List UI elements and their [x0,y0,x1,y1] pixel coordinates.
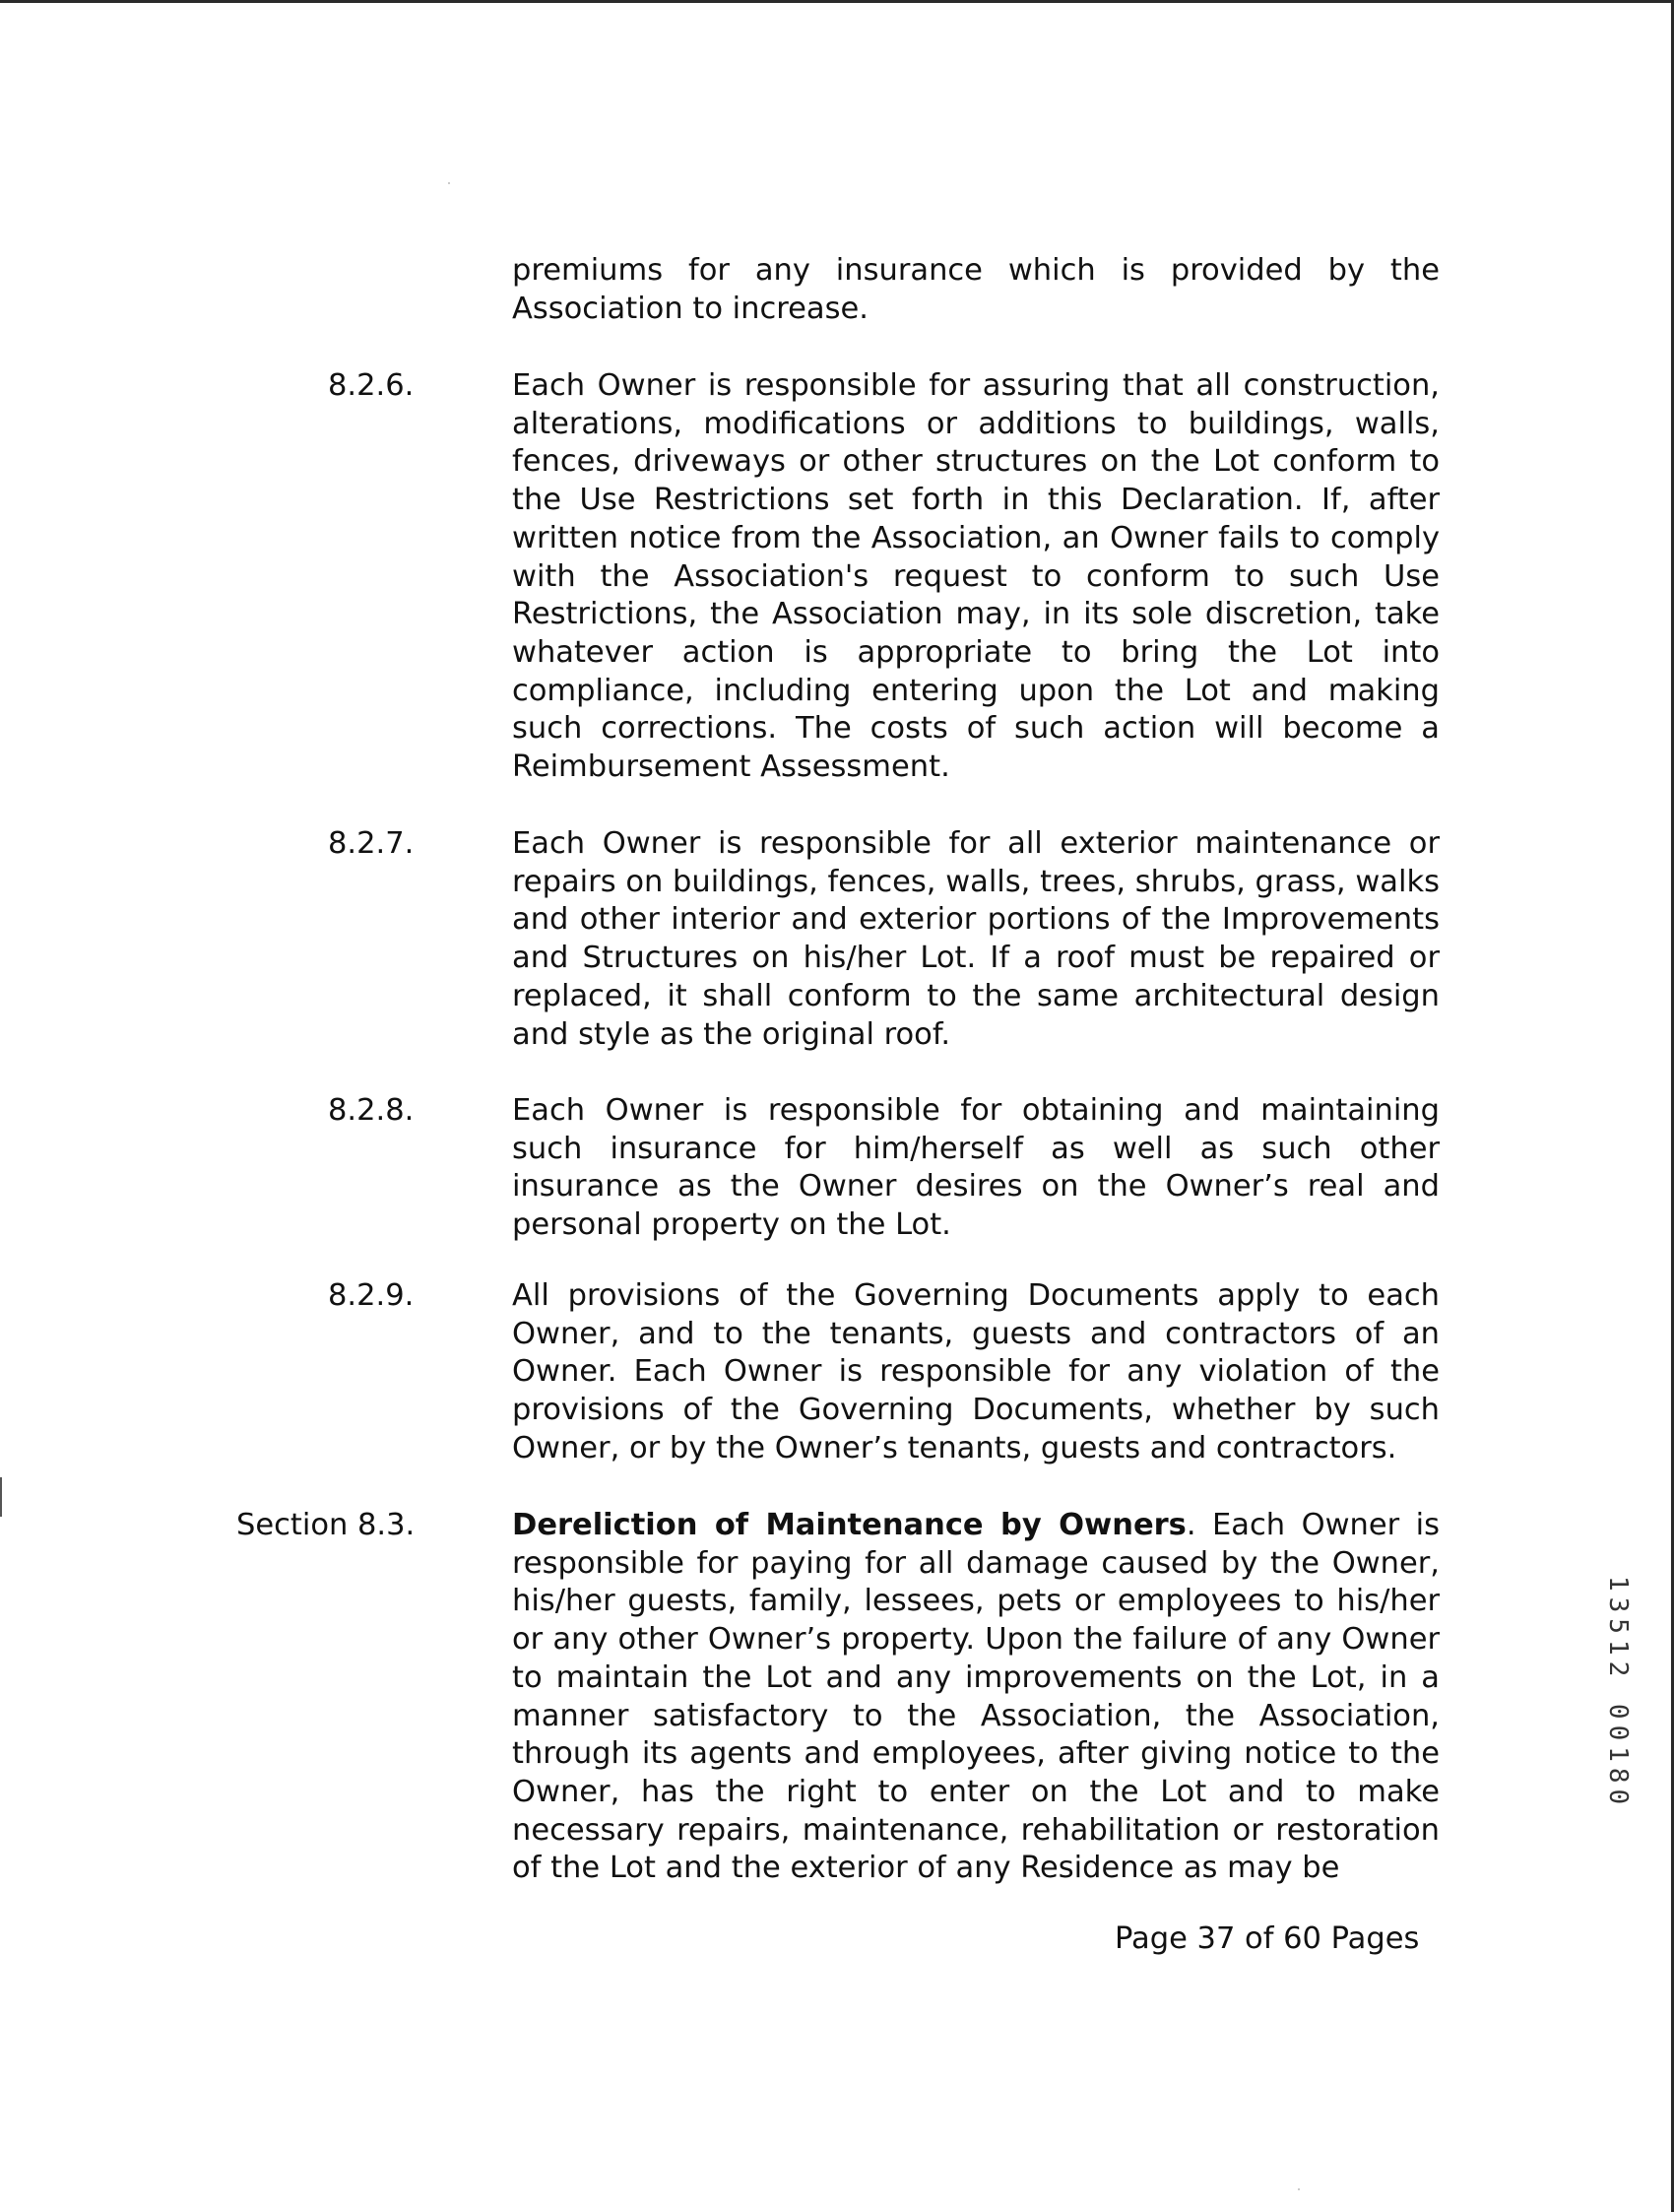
section-number-8-2-6: 8.2.6. [328,368,415,403]
section-text-8-2-9: All provisions of the Governing Documents apply to each Owner, and to the tenants, guests and contractors of an Owner. Each Owner is responsible for any violation of the provisions of the Governing Documents, whether by such Owner, or by the Owner’s tenants, guests and contractors. [512,1278,1440,1465]
recording-stamp: 13512 00180 [1603,1576,1633,1811]
section-heading-8-3: Dereliction of Maintenance by Owners [512,1508,1187,1542]
section-text-8-2-7: Each Owner is responsible for all exterior maintenance or repairs on buildings, fences, walls, trees, shrubs, grass, walks and other interior and exterior portions of the Improvements and Structures on his/her Lot. If a roof must be repaired or replaced, it shall conform to the same architectural design and style as the original roof. [512,826,1440,1052]
section-label-8-3: Section 8.3. [236,1508,416,1542]
section-text-8-2-6: Each Owner is responsible for assuring that all construction, alterations, modifications or additions to buildings, walls, fences, driveways or other structures on the Lot conform to the Use Restrictions set forth in this Declaration. If, after written notice from the Association, an Owner fails to comply with the Association's request to conform to such Use Restrictions, the Association may, in its sole discretion, take whatever action is appropriate to bring the Lot into compliance, including entering upon the Lot and making such corrections. The costs of such action will become a Reimbursement Assessment. [512,368,1440,785]
section-number-8-2-9: 8.2.9. [328,1278,415,1313]
page-number-footer: Page 37 of 60 Pages [1115,1921,1420,1956]
continuation-paragraph: premiums for any insurance which is provided by the Association to increase. [512,253,1440,326]
section-body-8-3: . Each Owner is responsible for paying for all damage caused by the Owner, his/her guests, family, lessees, pets or employees to his/her or any other Owner’s property. Upon the failure of any Owner to maintain the Lot and any improvements on the Lot, in a manner satisfactory to the Association, the Association, through its agents and employees, after giving notice to the Owner, has the right to enter on the Lot and to make necessary repairs, maintenance, rehabilitation or restoration of the Lot and the exterior of any Residence as may be [512,1508,1441,1886]
section-text-8-2-8: Each Owner is responsible for obtaining and maintaining such insurance for him/herself as well as such other insurance as the Owner desires on the Owner’s real and personal property on the Lot. [512,1093,1440,1243]
section-number-8-2-7: 8.2.7. [328,826,415,861]
section-text-8-3 [512,1507,1440,1888]
section-number-8-2-8: 8.2.8. [328,1093,415,1128]
